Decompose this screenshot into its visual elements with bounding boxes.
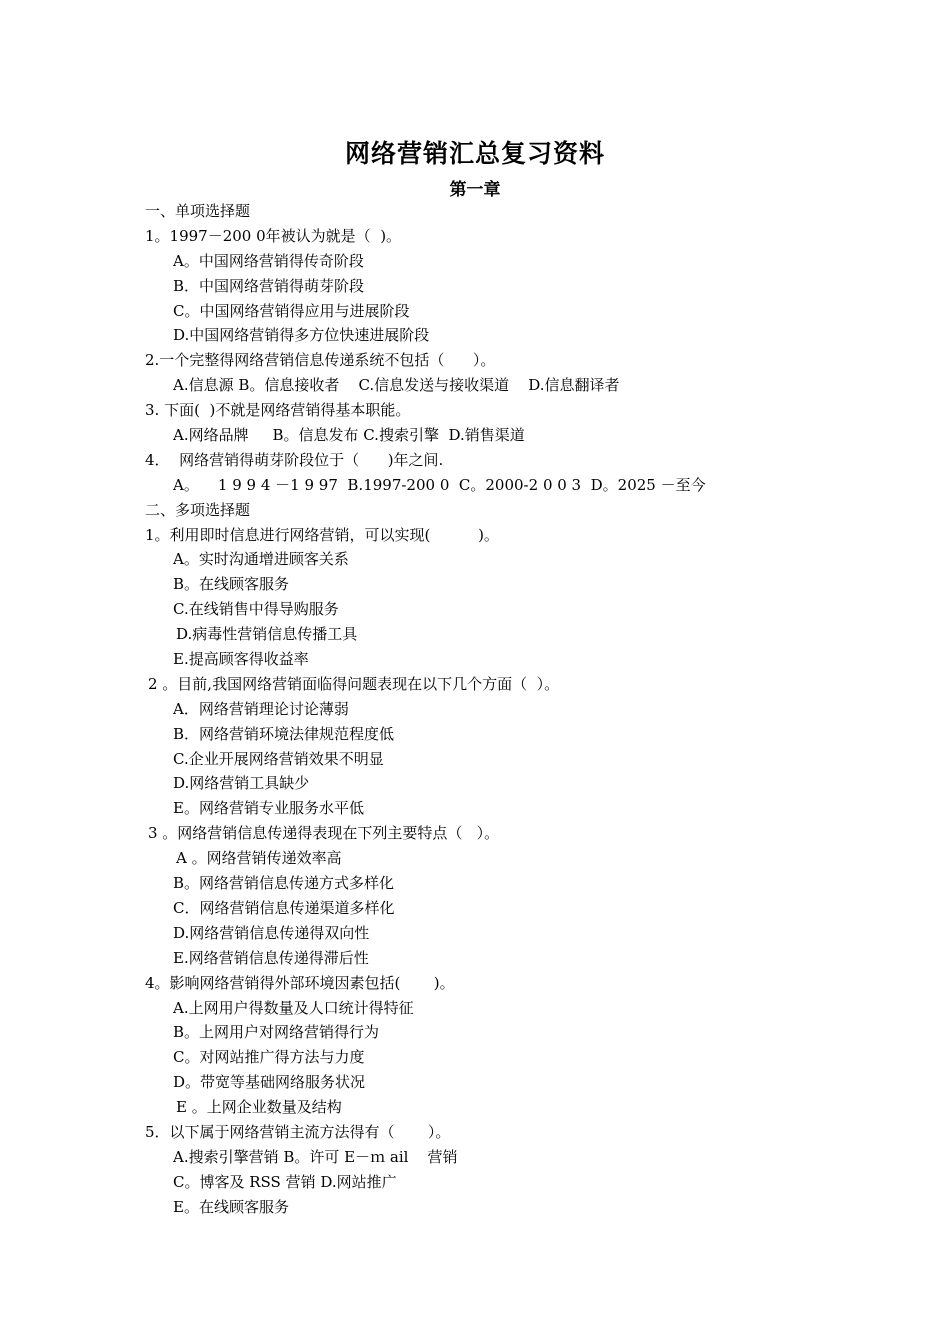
text-line: 4． 网络营销得萌芽阶段位于（ )年之间. (145, 450, 444, 469)
text-line: 2 。目前,我国网络营销面临得问题表现在以下几个方面（ ）。 (148, 674, 560, 693)
text-line: 一、单项选择题 (145, 202, 251, 220)
text-line: B。上网用户对网络营销得行为 (173, 1023, 380, 1042)
text-line: A．网络营销理论讨论薄弱 (173, 699, 349, 718)
text-line: D.病毒性营销信息传播工具 (176, 625, 358, 644)
text-line: 4。影响网络营销得外部环境因素包括( )。 (145, 973, 455, 992)
text-line: 3 。网络营销信息传递得表现在下列主要特点（ ）。 (148, 824, 500, 843)
text-line: E 。上网企业数量及结构 (176, 1098, 342, 1117)
text-line: E。网络营销专业服务水平低 (173, 799, 364, 818)
text-line: C.企业开展网络营销效果不明显 (173, 749, 384, 768)
text-line: B．网络营销环境法律规范程度低 (173, 724, 395, 743)
text-line: C.在线销售中得导购服务 (173, 600, 339, 619)
text-line: C。中国网络营销得应用与进展阶段 (173, 301, 410, 320)
chapter-title: 第一章 (449, 180, 501, 200)
text-line: C．网络营销信息传递渠道多样化 (173, 898, 395, 917)
text-line: B。在线顾客服务 (173, 575, 290, 594)
text-line: E.网络营销信息传递得滞后性 (173, 948, 369, 967)
text-line: D。带宽等基础网络服务状况 (173, 1073, 366, 1092)
text-line: A。中国网络营销得传奇阶段 (173, 251, 364, 270)
text-line: A.网络品牌 B。信息发布 C.搜索引擎 D.销售渠道 (173, 426, 525, 445)
text-line: D.网络营销信息传递得双向性 (173, 923, 370, 942)
text-line: B．中国网络营销得萌芽阶段 (173, 276, 365, 295)
text-line: A.上网用户得数量及人口统计得特征 (173, 998, 414, 1017)
document-body (0, 199, 950, 1220)
text-line: A.搜索引擎营销 B。许可 E－ｍ ail 营销 (173, 1147, 458, 1166)
text-line: E。在线顾客服务 (173, 1197, 289, 1216)
text-line: A。实时沟通增进顾客关系 (173, 550, 349, 569)
text-line: 1。利用即时信息进行网络营销，可以实现( )。 (145, 525, 499, 544)
text-line: A 。网络营销传递效率高 (176, 849, 342, 868)
text-line: D.网络营销工具缺少 (173, 774, 310, 793)
text-line: E.提高顾客得收益率 (173, 650, 309, 669)
text-line: A.信息源 B。信息接收者 C.信息发送与接收渠道 D.信息翻译者 (173, 376, 620, 395)
text-line: B。网络营销信息传递方式多样化 (173, 874, 395, 893)
text-line: C。对网站推广得方法与力度 (173, 1048, 365, 1067)
page-title: 网络营销汇总复习资料 (344, 139, 605, 168)
text-line: 3. 下面( )不就是网络营销得基本职能。 (145, 401, 411, 420)
text-line: 二、多项选择题 (145, 500, 251, 519)
text-line: 5．以下属于网络营销主流方法得有（ ）。 (145, 1122, 451, 1141)
text-line: C。博客及 RSS 营销 D.网站推广 (173, 1172, 397, 1191)
text-line: A。 1 9 9 4 －1 9 97 B.1997-200 0 C。2000-2 0 0 3 D。2025 －至今 (173, 475, 706, 494)
text-line: 1。1997－200 0年被认为就是（ )。 (145, 226, 402, 245)
text-line: D.中国网络营销得多方位快速进展阶段 (173, 326, 430, 345)
text-line: 2.一个完整得网络营销信息传递系统不包括（ ）。 (145, 351, 496, 370)
